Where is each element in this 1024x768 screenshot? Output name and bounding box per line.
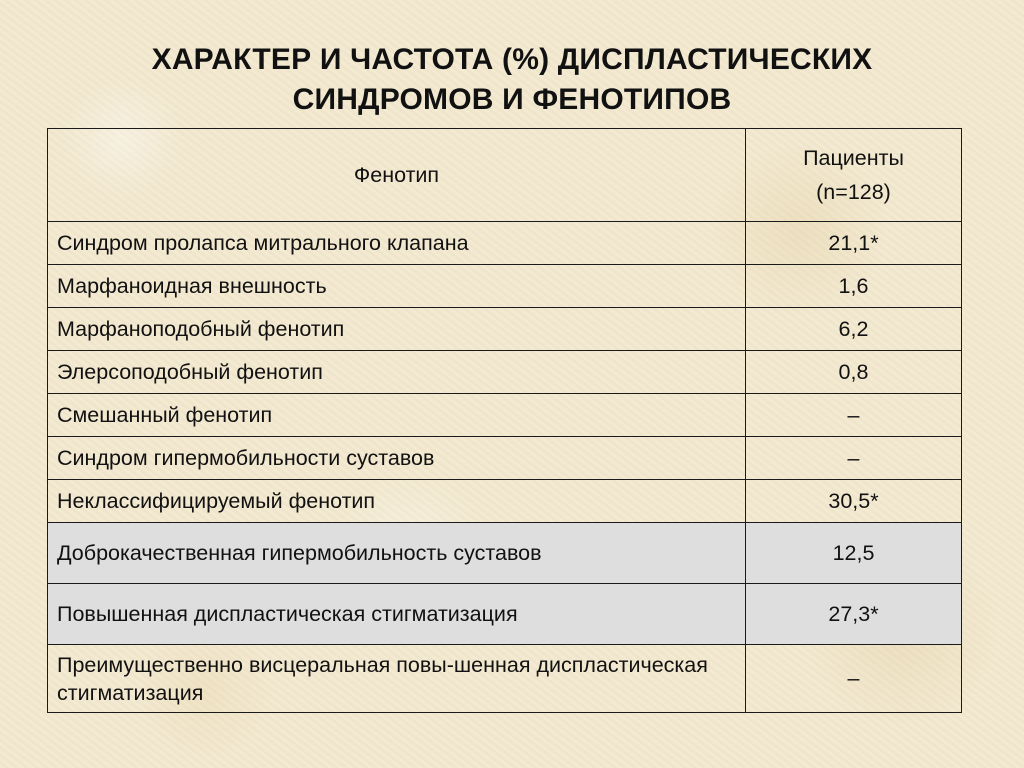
phenotype-frequency-table: [47, 128, 962, 713]
phenotype-cell: Доброкачественная гипермобильность суставов: [48, 523, 746, 584]
patients-value-cell: 0,8: [746, 351, 962, 394]
patients-value-cell: 30,5*: [746, 480, 962, 523]
patients-value-cell: –: [746, 645, 962, 713]
table-row-shaded: [48, 523, 962, 584]
table-row: [48, 265, 962, 308]
table-row: [48, 351, 962, 394]
patients-value-cell: 21,1*: [746, 222, 962, 265]
phenotype-cell: Марфаноподобный фенотип: [48, 308, 746, 351]
phenotype-cell: Марфаноидная внешность: [48, 265, 746, 308]
table-row: [48, 480, 962, 523]
phenotype-cell: Неклассифицируемый фенотип: [48, 480, 746, 523]
table-row: [48, 645, 962, 713]
phenotype-cell: Синдром гипермобильности суставов: [48, 437, 746, 480]
table-row: [48, 308, 962, 351]
phenotype-cell: Повышенная диспластическая стигматизация: [48, 584, 746, 645]
table-row: [48, 222, 962, 265]
slide-title-line-1: ХАРАКТЕР И ЧАСТОТА (%) ДИСПЛАСТИЧЕСКИХ: [151, 43, 873, 76]
patients-value-cell: 27,3*: [746, 584, 962, 645]
phenotype-cell: Элерсоподобный фенотип: [48, 351, 746, 394]
phenotype-cell: Преимущественно висцеральная повы-шенная диспластическая стигматизация: [48, 645, 746, 713]
phenotype-column-header: Фенотип: [48, 129, 746, 222]
patients-header-label: Пациенты: [803, 146, 904, 170]
slide-title: [0, 40, 1024, 120]
patients-value-cell: 12,5: [746, 523, 962, 584]
phenotype-cell: Синдром пролапса митрального клапана: [48, 222, 746, 265]
patients-value-cell: –: [746, 394, 962, 437]
patients-value-cell: 1,6: [746, 265, 962, 308]
table-row-shaded: [48, 584, 962, 645]
patients-column-header: [746, 129, 962, 222]
slide-title-line-2: СИНДРОМОВ И ФЕНОТИПОВ: [292, 83, 732, 116]
patients-header-count: (n=128): [816, 180, 891, 204]
phenotype-table-container: [47, 128, 961, 713]
table-header-row: [48, 129, 962, 222]
patients-value-cell: –: [746, 437, 962, 480]
patients-value-cell: 6,2: [746, 308, 962, 351]
table-row: [48, 394, 962, 437]
phenotype-cell: Смешанный фенотип: [48, 394, 746, 437]
table-row: [48, 437, 962, 480]
